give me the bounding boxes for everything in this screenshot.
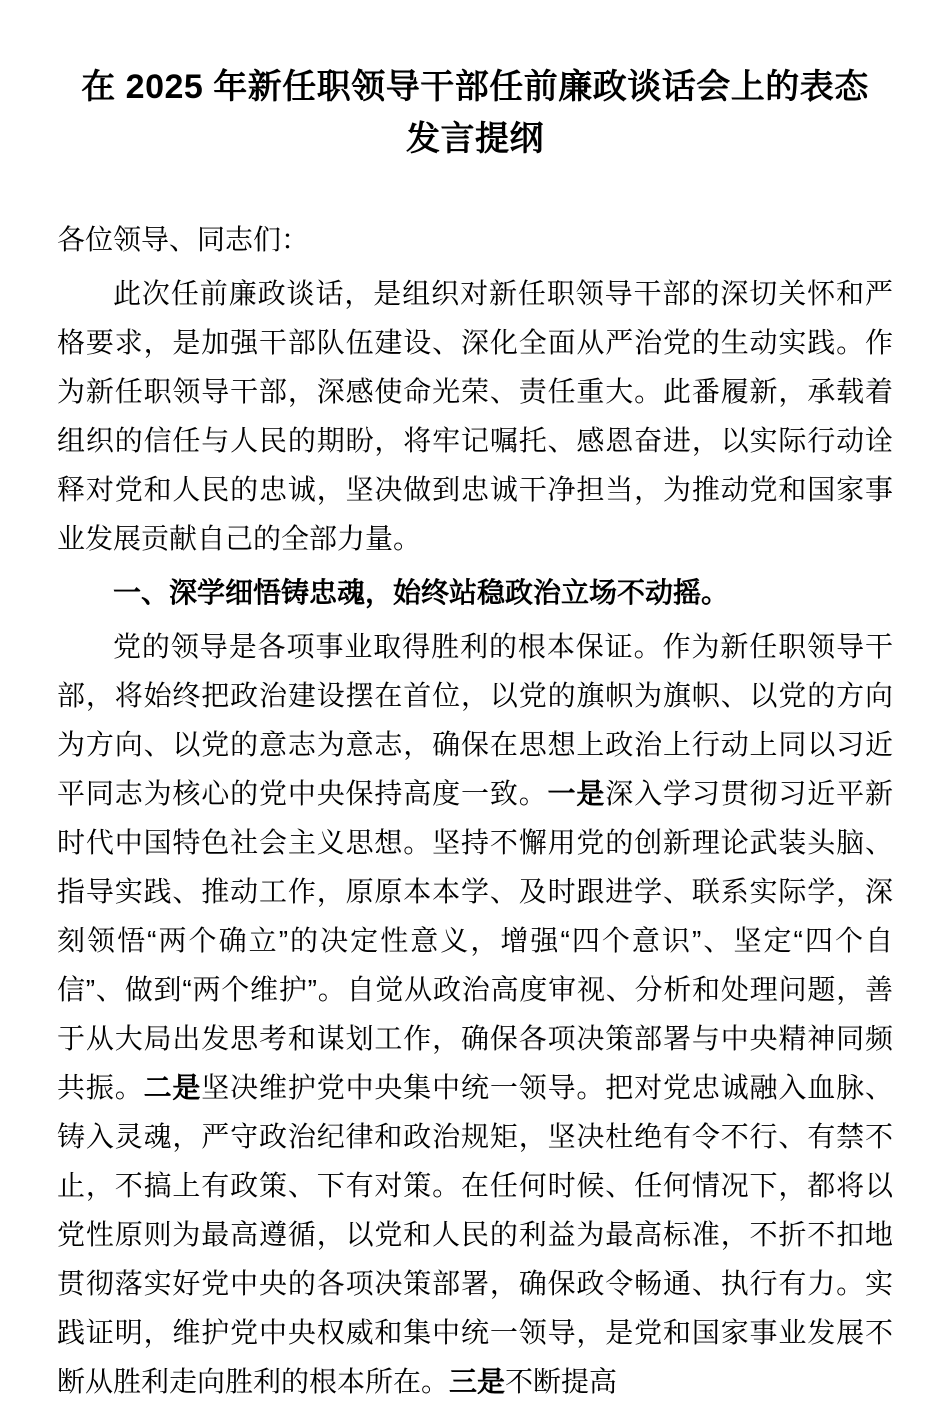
text-run: 不断提高 [505,1366,618,1397]
paragraph [57,269,893,563]
text-run: 坚决维护党中央集中统一领导。把对党忠诚融入血脉、铸入灵魂，严守政治纪律和政治规矩，坚决杜绝有令不行、有禁不止，不搞上有政策、下有对策。在任何时候、任何情况下，都将以党性原则为最高遵循，以党和人民的利益为最高标准，不折不扣地贯彻落实好党中央的各项决策部署，确保政令畅通、执行有力。实践证明，维护党中央权威和集中统一领导，是党和国家事业发展不断从胜利走向胜利的根本所在。 [57,1072,893,1397]
bold-text-run: 一、深学细悟铸忠魂，始终站稳政治立场不动摇。 [113,577,730,608]
paragraph [57,622,893,1406]
text-run: 此次任前廉政谈话，是组织对新任职领导干部的深切关怀和严格要求，是加强干部队伍建设、深化全面从严治党的生动实践。作为新任职领导干部，深感使命光荣、责任重大。此番履新，承载着组织的信任与人民的期盼，将牢记嘱托、感恩奋进，以实际行动诠释对党和人民的忠诚，坚决做到忠诚干净担当，为推动党和国家事业发展贡献自己的全部力量。 [57,278,893,554]
bold-text-run: 一是 [547,778,606,809]
text-run: 深入学习贯彻习近平新时代中国特色社会主义思想。坚持不懈用党的创新理论武装头脑、指导实践、推动工作，原原本本学、及时跟进学、联系实际学，深刻领悟“两个确立”的决定性意义，增强“四个意识”、坚定“四个自信”、做到“两个维护”。自觉从政治高度审视、分析和处理问题，善于从大局出发思考和谋划工作，确保各项决策部署与中央精神同频共振。 [57,778,893,1103]
title-line-1: 在 2025 年新任职领导干部任前廉政谈话会上的表态 [81,68,869,106]
bold-text-run: 三是 [449,1366,506,1397]
title-line-2: 发言提纲 [406,120,544,158]
section-heading [57,568,893,617]
bold-text-run: 二是 [143,1072,202,1103]
text-run: 党的领导是各项事业取得胜利的根本保证。作为新任职领导干部，将始终把政治建设摆在首位，以党的旗帜为旗帜、以党的方向为方向、以党的意志为意志，确保在思想上政治上行动上同以习近平同志为核心的党中央保持高度一致。 [57,631,893,809]
paragraphs [57,269,893,1406]
document-title [57,61,893,165]
salutation: 各位领导、同志们： [57,224,310,255]
